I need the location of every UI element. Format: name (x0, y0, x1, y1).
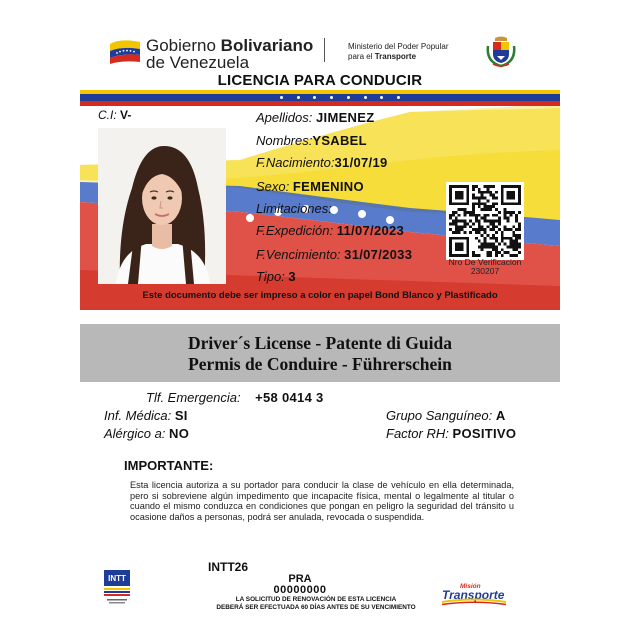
qr-code-icon (446, 182, 524, 260)
venezuela-flag-icon (108, 38, 142, 64)
important-heading: IMPORTANTE: (124, 458, 214, 473)
mt-logo-top: Misión (460, 583, 481, 590)
renewal-note-line-1: LA SOLICITUD DE RENOVACIÓN DE ESTA LICENCIA (235, 596, 397, 603)
holder-photo (98, 128, 226, 284)
top-stripe-red (80, 101, 560, 106)
important-text: Esta licencia autoriza a su portador para conducir la clase de vehículo en ella determinada, pero si sobreviene algún impedimento que incapacite física, mental o legalmente al titular o cuando el mismo conduzca en condiciones que pongan en peligro la seguridad del tránsito u ocasione daños a personas, podrá ser anulada, revocada o suspendida. (130, 480, 514, 522)
verification-caption (430, 258, 540, 276)
ministry-name: Ministerio del Poder Popular para el Transporte (348, 42, 449, 61)
translations-banner (80, 324, 560, 382)
verification-number: 230207 (470, 266, 500, 276)
renewal-note-line-2: DEBERÁ SER EFECTUADA 60 DÍAS ANTES DE SU VENCIMIENTO (216, 604, 416, 611)
pra-code: PRA (288, 573, 312, 585)
intt-logo-text: INTT (108, 574, 126, 583)
allergic-info: Alérgico a: NO (104, 426, 190, 441)
field-nombres: Nombres:YSABEL (256, 133, 367, 148)
office-code: INTT26 (208, 560, 249, 574)
top-stripe-stars (280, 95, 400, 101)
field-tipo: Tipo: 3 (256, 269, 296, 284)
mision-transporte-logo-icon (438, 580, 510, 606)
ci-field: C.I: V- (98, 108, 132, 122)
print-note: Este documento debe ser impreso a color en papel Bond Blanco y Plastificado (142, 290, 498, 301)
serial-number: 00000000 (273, 584, 327, 596)
field-fecha-vencimiento: F.Vencimiento: 31/07/2033 (256, 247, 413, 262)
blood-group: Grupo Sanguíneo: A (386, 408, 506, 423)
rh-factor: Factor RH: POSITIVO (386, 426, 517, 441)
field-fecha-nacimiento: F.Nacimiento:31/07/19 (256, 155, 388, 170)
verification-label: Nro De Verificacion (448, 257, 522, 267)
field-sexo: Sexo: FEMENINO (256, 179, 364, 194)
field-apellidos: Apellidos: JIMENEZ (256, 110, 375, 125)
government-name: Gobierno Bolivariano de Venezuela (146, 36, 314, 72)
translations-line-1: Driver´s License - Patente di Guida (188, 333, 452, 353)
emergency-phone: Tlf. Emergencia: +58 0414 3 (146, 390, 324, 405)
translations-line-2: Permis de Conduire - Führerschein (188, 354, 452, 374)
field-fecha-expedicion: F.Expedición: 11/07/2023 (256, 223, 405, 238)
field-limitaciones: Limitaciones: (256, 201, 332, 216)
medical-info: Inf. Médica: SI (104, 408, 188, 423)
header-divider (324, 38, 325, 62)
mt-logo-main: Transporte (442, 588, 505, 602)
coat-of-arms-icon (484, 34, 518, 68)
license-title: LICENCIA PARA CONDUCIR (217, 72, 423, 89)
license-card (80, 90, 560, 310)
